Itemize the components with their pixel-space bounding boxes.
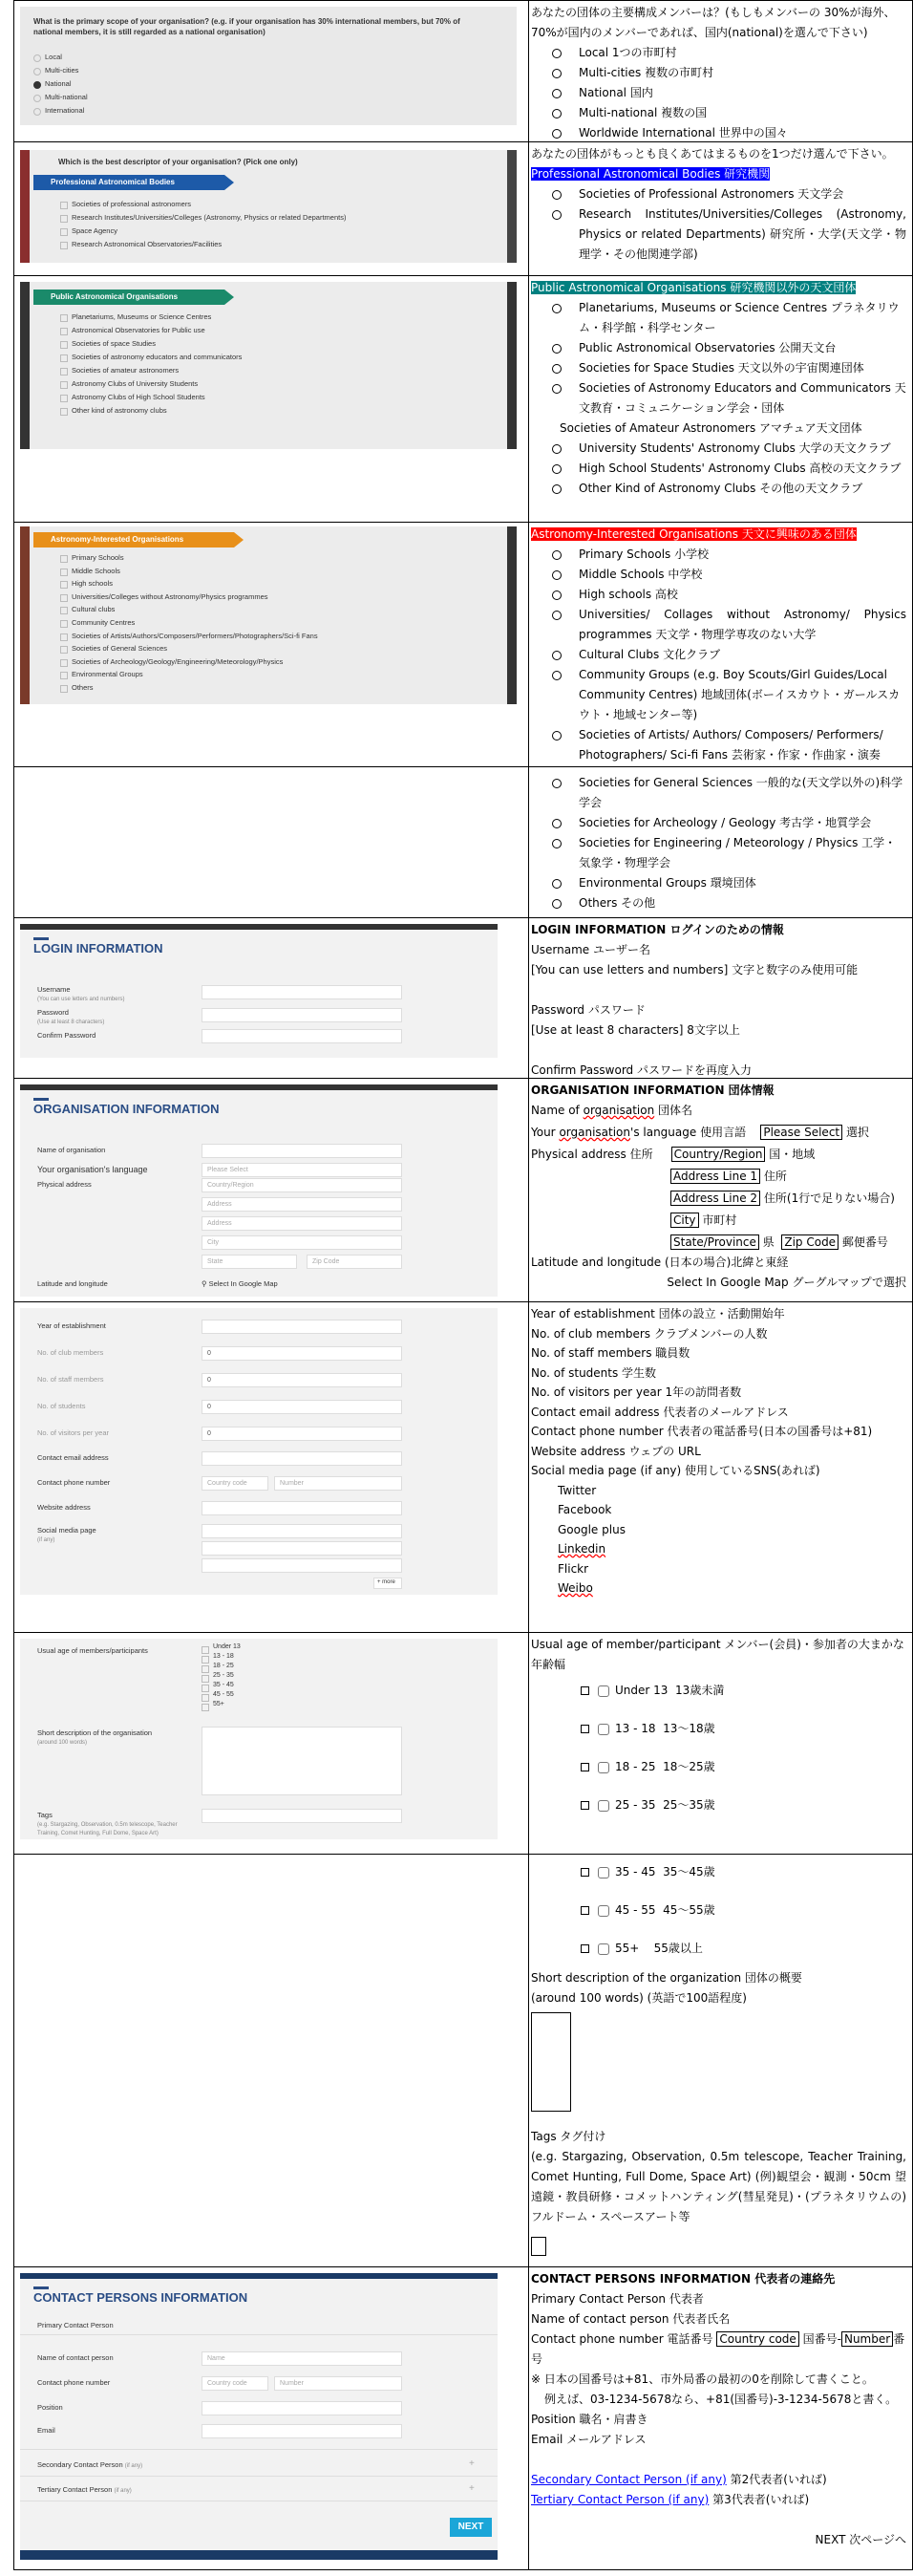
descriptor-options — [60, 198, 346, 251]
login-form — [20, 924, 498, 1058]
public-orgs-screenshot — [20, 282, 517, 449]
org-language-select[interactable]: Please Select — [202, 1163, 402, 1177]
interested-org-note-item: Cultural Clubs 文化クラブ — [531, 645, 906, 665]
interested-org-note-item: Universities/ Collages without Astronomy/ Physics programmes 天文学・物理学専攻のない大学 — [531, 605, 906, 645]
age-note: 45 - 55 45～55歳 — [531, 1900, 906, 1921]
descriptor-option[interactable]: Research Astronomical Observatories/Facilities — [60, 238, 346, 251]
desc-box-sample — [531, 2012, 571, 2112]
desc-note-hint: (around 100 words) (英語で100語程度) — [531, 1991, 747, 2005]
contact-form — [20, 2273, 498, 2560]
expand-tertiary-icon[interactable]: + — [469, 2483, 475, 2494]
login-note-username-hint: [You can use letters and numbers] 文字と数字のみ使用可能 — [531, 963, 859, 977]
contact-note-2: 例えば、03-1234-5678なら、+81(国番号)-3-1234-5678と書く。 — [544, 2393, 898, 2406]
public-orgs-ribbon: Public Astronomical Organisations — [33, 290, 224, 305]
secondary-contact-toggle[interactable]: Secondary Contact Person (if any) — [37, 2460, 143, 2469]
social-label: Social media page (if any) — [37, 1526, 96, 1543]
interested-org-option[interactable]: Societies of Archeology/Geology/Engineering/Meteorology/Physics — [60, 655, 318, 669]
scope-notes — [531, 3, 906, 141]
address-line-2[interactable]: Address — [202, 1216, 402, 1231]
select-google-map-button[interactable]: ⚲ Select In Google Map — [202, 1279, 278, 1288]
contact-note-1: ※ 日本の国番号は+81、市外局番の最初の0を削除して書くこと。 — [531, 2372, 874, 2386]
ages-form — [20, 1639, 498, 1839]
interested-orgs-screenshot — [20, 526, 517, 704]
interested-org-option[interactable]: Middle Schools — [60, 565, 318, 578]
next-page-note: NEXT 次ページへ — [815, 2533, 906, 2546]
social-input-1[interactable] — [202, 1524, 402, 1538]
organisation-title: ORGANISATION INFORMATION — [33, 1102, 220, 1116]
contact-note-name: Name of contact person 代表者氏名 — [531, 2312, 731, 2326]
scope-note-item: National 国内 — [531, 83, 906, 103]
website-input[interactable] — [202, 1501, 402, 1515]
contact-note-primary: Primary Contact Person 代表者 — [531, 2292, 704, 2306]
public-org-option[interactable]: Societies of space Studies — [60, 337, 242, 351]
age-note: Under 13 13歳未満 — [531, 1681, 906, 1701]
details-note: Website address ウェブの URL — [531, 1444, 701, 1458]
tags-label: Tags (e.g. Stargazing, Observation, 0.5m telescope, Teacher Training, Comet Hunting, Full Dome, Space Art) — [37, 1811, 178, 1836]
interested-orgs-notes-heading: Astronomy-Interested Organisations 天文に興味のある団体 — [531, 527, 857, 541]
login-note-password-hint: [Use at least 8 characters] 8文字以上 — [531, 1023, 740, 1037]
zip-input[interactable]: Zip Code — [307, 1255, 402, 1269]
sns-weibo: Weibo — [558, 1581, 593, 1595]
please-select-box: Please Select — [760, 1125, 842, 1140]
interested-orgs-ribbon: Astronomy-Interested Organisations — [33, 532, 234, 547]
interested-org-option[interactable]: High schools — [60, 577, 318, 590]
sns-flickr: Flickr — [558, 1561, 589, 1576]
age-option[interactable]: 13 - 18 — [202, 1652, 241, 1662]
scope-option[interactable]: Multi-national — [33, 91, 88, 104]
continued-note-item: Others その他 — [531, 893, 906, 913]
age-option[interactable]: Under 13 — [202, 1642, 241, 1652]
country-code-input[interactable]: Country code — [202, 1476, 268, 1491]
details-note: No. of staff members 職員数 — [531, 1346, 690, 1360]
interested-org-option[interactable]: Cultural clubs — [60, 603, 318, 616]
descriptor-note-item: Societies of Professional Astronomers 天文学会 — [531, 184, 906, 204]
row-details — [13, 1301, 913, 1632]
staff-select[interactable]: 0 — [202, 1373, 402, 1387]
row-ages — [13, 1632, 913, 1854]
details-note: No. of visitors per year 1年の訪問者数 — [531, 1385, 742, 1399]
students-label: No. of students — [37, 1402, 86, 1410]
row-ages-continued — [13, 1854, 913, 2266]
interested-org-option[interactable]: Universities/Colleges without Astronomy/Physics programmes — [60, 590, 318, 604]
latlong-label: Latitude and longitude — [37, 1279, 108, 1288]
tertiary-contact-link[interactable]: Tertiary Contact Person (if any) — [531, 2493, 710, 2506]
contact-email-label: Email — [37, 2426, 55, 2435]
login-note-username: Username ユーザー名 — [531, 943, 650, 956]
scope-options — [33, 51, 88, 118]
scope-notes-intro: あなたの団体の主要構成メンバーは？(もしもメンバーの 30%が海外、70%が国内のメンバーであれば、国内(national)を選んで下さい) — [531, 6, 896, 39]
interested-org-note-item: Community Groups (e.g. Boy Scouts/Girl Guides/Local Community Centres) 地域団体(ボーイスカウト・ガールスカウト・地域センター等) — [531, 665, 906, 725]
continued-note-item: Societies for Archeology / Geology 考古学・地質学会 — [531, 813, 906, 833]
desc-label: Short description of the organisation (around 100 words) — [37, 1728, 153, 1746]
sns-linkedin: Linkedin — [558, 1542, 606, 1556]
members-label: No. of club members — [37, 1348, 104, 1357]
descriptor-note-item: Research Institutes/Universities/Colleges (Astronomy, Physics or related Departments) 研究所・大学(天文学・物理学・その他関連学部) — [531, 204, 906, 265]
interested-org-note-item: High schools 高校 — [531, 585, 906, 605]
contact-note-position: Position 職名・肩書き — [531, 2413, 648, 2426]
public-org-option[interactable]: Societies of amateur astronomers — [60, 364, 242, 377]
descriptor-screenshot — [20, 150, 517, 263]
public-org-option[interactable]: Other kind of astronomy clubs — [60, 404, 242, 418]
visitors-select[interactable]: 0 — [202, 1427, 402, 1441]
details-note: No. of club members クラブメンバーの人数 — [531, 1326, 768, 1341]
interested-org-note-item: Primary Schools 小学校 — [531, 545, 906, 565]
org-address-label: Physical address — [37, 1180, 92, 1189]
organisation-form — [20, 1084, 498, 1297]
continued-note-item: Environmental Groups 環境団体 — [531, 873, 906, 893]
age-note: 18 - 25 18～25歳 — [531, 1757, 906, 1777]
row-descriptor — [13, 141, 913, 275]
org-language-label: Your organisation's language — [37, 1165, 148, 1174]
interested-org-note-item: Societies of Artists/ Authors/ Composers/ Performers/ Photographers/ Sci-fi Fans 芸術家・作家・作曲家・演奏 — [531, 725, 906, 765]
details-note: Year of establishment 団体の設立・活動開始年 — [531, 1307, 785, 1320]
social-input-3[interactable] — [202, 1558, 402, 1573]
continued-note-item: Societies for General Sciences 一般的な(天文学以外の)科学学会 — [531, 773, 906, 813]
public-org-note-item: Societies for Space Studies 天文以外の宇宙関連団体 — [531, 358, 906, 378]
public-org-note-item: High School Students' Astronomy Clubs 高校の天文クラブ — [531, 459, 906, 479]
interested-org-option[interactable]: Community Centres — [60, 616, 318, 630]
descriptor-notes-intro: あなたの団体がもっとも良くあてはまるものを1つだけ選んで下さい。 — [531, 147, 894, 161]
position-input[interactable] — [202, 2401, 402, 2415]
staff-label: No. of staff members — [37, 1375, 104, 1384]
ages-notes-heading: Usual age of member/participant メンバー(会員)・参加者の大まかな年齢幅 — [531, 1638, 904, 1671]
public-org-note-item: Societies of Astronomy Educators and Communicators 天文教育・コミュニケーション学会・団体 — [531, 378, 906, 419]
password-input[interactable] — [202, 1008, 402, 1022]
year-input[interactable] — [202, 1320, 402, 1334]
interested-orgs-options — [60, 551, 318, 695]
website-label: Website address — [37, 1503, 91, 1512]
login-title: LOGIN INFORMATION — [33, 941, 163, 955]
contact-country-code[interactable]: Country code — [202, 2376, 268, 2391]
age-option[interactable]: 35 - 45 — [202, 1681, 241, 1690]
interested-org-option[interactable]: Primary Schools — [60, 551, 318, 565]
public-org-note-amateur: Societies of Amateur Astronomers アマチュア天文団体 — [560, 421, 862, 435]
public-org-option[interactable]: Astronomical Observatories for Public use — [60, 324, 242, 337]
age-option[interactable]: 25 - 35 — [202, 1671, 241, 1681]
descriptor-option[interactable]: Societies of professional astronomers — [60, 198, 346, 211]
visitors-label: No. of visitors per year — [37, 1428, 110, 1437]
row-scope — [13, 0, 913, 141]
age-note: 25 - 35 25～35歳 — [531, 1795, 906, 1815]
login-notes-heading: LOGIN INFORMATION ログインのための情報 — [531, 923, 784, 936]
desc-note: Short description of the organization 団体の概要 — [531, 1971, 802, 1985]
primary-contact-heading: Primary Contact Person — [37, 2321, 114, 2329]
public-orgs-options — [60, 311, 242, 418]
scope-screenshot-cell — [14, 1, 528, 141]
scope-note-item: Multi-cities 複数の市町村 — [531, 63, 906, 83]
contact-email-input[interactable] — [202, 2424, 402, 2438]
age-option[interactable]: 18 - 25 — [202, 1662, 241, 1671]
public-orgs-notes-heading: Public Astronomical Organisations 研究機関以外の天文団体 — [531, 281, 857, 294]
country-region-box: Country/Region — [671, 1147, 766, 1162]
sns-twitter: Twitter — [558, 1483, 597, 1497]
scope-option[interactable]: International — [33, 104, 88, 118]
continued-note-item: Societies for Engineering / Meteorology / Physics 工学・気象学・物理学会 — [531, 833, 906, 873]
row-login — [13, 917, 913, 1078]
email-label: Contact email address — [37, 1453, 109, 1462]
username-label: Username (You can use letters and numbers) — [37, 985, 125, 1002]
phone-number-input[interactable]: Number — [274, 1476, 402, 1491]
password-label: Password (Use at least 8 characters) — [37, 1008, 105, 1025]
scope-question: What is the primary scope of your organisation? (e.g. if your organisation has 30% international members, but 70% of national members, it is still regarded as a national organisation) — [33, 17, 460, 36]
org-name-input[interactable] — [202, 1144, 402, 1158]
details-note: No. of students 学生数 — [531, 1365, 657, 1380]
age-option[interactable]: 45 - 55 — [202, 1690, 241, 1700]
contact-name-input[interactable]: Name — [202, 2351, 402, 2366]
descriptor-question: Which is the best descriptor of your organisation? (Pick one only) — [58, 158, 298, 166]
students-select[interactable]: 0 — [202, 1400, 402, 1414]
row-continued — [13, 766, 913, 917]
contact-number[interactable]: Number — [274, 2376, 402, 2391]
contact-title: CONTACT PERSONS INFORMATION — [33, 2290, 248, 2305]
row-contact: CONTACT PERSONS INFORMATION Primary Contact Person Name of contact person Name Contact phone number Country code Number Position Email Secondary Contact Person (if any) + Tertiary Contact Person (if any) + NEXT CONTACT PERSONS INFORMATION 代表者の連絡先 Primary Contact Person 代表者 Name of contact person 代表者氏名 Contact phone number 電話番号 Country code 国番号- Number 番号 ※ 日本の国番号は+81、市外局番の最初の0を削除して書くこと。 例えば、03-1234-5678なら、+81(国番号)-3-1234-5678と書く。 Position 職名・肩書き Email メールアドレス Secondary Contact Person (if any) 第2代表者(いれば) Tertiary Contact Person (if any) 第3代表者(いれば) NEXT 次ページへ — [13, 2266, 913, 2570]
scope-note-item: Worldwide International 世界中の国々 — [531, 123, 906, 143]
next-button[interactable]: NEXT — [450, 2518, 492, 2537]
more-button[interactable]: + more — [373, 1578, 402, 1589]
tags-note-hint: (e.g. Stargazing, Observation, 0.5m telescope, Teacher Training, Comet Hunting, Full Dome, Space Art) (例)観望会・観測・50cm 望遠鏡・教員研修・コメットハンティング(彗星発見)・(プラネタリウムの)フルドーム・スペースアート等 — [531, 2150, 906, 2223]
contact-note-email: Email メールアドレス — [531, 2433, 647, 2446]
descriptor-option[interactable]: Research Institutes/Universities/Colleges (Astronomy, Physics or related Departments) — [60, 211, 346, 225]
tertiary-contact-toggle[interactable]: Tertiary Contact Person (if any) — [37, 2485, 132, 2494]
confirm-password-input[interactable] — [202, 1029, 402, 1043]
social-input-2[interactable] — [202, 1541, 402, 1556]
ages-label: Usual age of members/participants — [37, 1646, 148, 1655]
interested-org-note-item: Middle Schools 中学校 — [531, 565, 906, 585]
descriptor-option[interactable]: Space Agency — [60, 225, 346, 238]
tags-note: Tags タグ付け — [531, 2130, 606, 2143]
age-note: 55+ 55歳以上 — [531, 1939, 906, 1959]
details-note: Social media page (if any) 使用しているSNS(あれば) — [531, 1464, 820, 1477]
expand-secondary-icon[interactable]: + — [469, 2458, 475, 2469]
details-note: Contact phone number 代表者の電話番号(日本の国番号は+81) — [531, 1425, 873, 1438]
details-note: Contact email address 代表者のメールアドレス — [531, 1405, 789, 1419]
address-line-1[interactable]: Address — [202, 1197, 402, 1212]
public-org-note-item: University Students' Astronomy Clubs 大学の天文クラブ — [531, 439, 906, 459]
interested-org-option[interactable]: Societies of General Sciences — [60, 642, 318, 655]
phone-label: Contact phone number — [37, 1478, 111, 1487]
public-org-option[interactable]: Societies of astronomy educators and communicators — [60, 351, 242, 364]
scope-note-item: Local 1つの市町村 — [531, 43, 906, 63]
scope-note-item: Multi-national 複数の国 — [531, 103, 906, 123]
row-public-orgs — [13, 275, 913, 522]
scope-option[interactable]: Local — [33, 51, 88, 64]
org-name-label: Name of organisation — [37, 1146, 106, 1154]
tags-input[interactable] — [202, 1809, 402, 1823]
secondary-contact-link[interactable]: Secondary Contact Person (if any) — [531, 2473, 727, 2486]
map-note: Select In Google Map グーグルマップで選択 — [667, 1276, 906, 1289]
year-label: Year of establishment — [37, 1321, 106, 1330]
description-textarea[interactable] — [202, 1727, 402, 1795]
interested-org-option[interactable]: Others — [60, 681, 318, 695]
age-options — [202, 1642, 241, 1709]
login-note-password: Password パスワード — [531, 1003, 646, 1017]
public-org-note-item: Other Kind of Astronomy Clubs その他の天文クラブ — [531, 479, 906, 499]
age-note: 35 - 45 35～45歳 — [531, 1862, 906, 1882]
pin-icon: ⚲ — [202, 1279, 209, 1288]
row-interested-orgs — [13, 522, 913, 766]
sns-facebook: Facebook — [558, 1503, 612, 1516]
interested-org-option[interactable]: Societies of Artists/Authors/Composers/Performers/Photographers/Sci-fi Fans — [60, 630, 318, 643]
public-org-option[interactable]: Astronomy Clubs of High School Students — [60, 391, 242, 404]
professional-bodies-ribbon: Professional Astronomical Bodies — [33, 175, 224, 190]
confirm-password-label: Confirm Password — [37, 1031, 96, 1040]
contact-notes-heading: CONTACT PERSONS INFORMATION 代表者の連絡先 — [531, 2272, 836, 2286]
public-org-note-item: Planetariums, Museums or Science Centres プラネタリウム・科学館・科学センター — [531, 298, 906, 338]
age-option[interactable]: 55+ — [202, 1700, 241, 1709]
scope-screenshot — [20, 7, 517, 125]
row-organisation: ORGANISATION INFORMATION Name of organisation Your organisation's language Please Select Physical address Country/Region Address Address City State Zip Code Latitude and longitude ⚲ Select In Google Map ORGANISATION INFORMATION 団体情報 Name of organisation 団体名 Your organisation's language 使用言語 Please Select 選択 Physical address 住所 Country/Region 国・地域 Address Line 1 住所 Address Line 2 住所(1行で足りない場合) City 市町村 State/Province 県 Zip Code 郵便番号 Latitude and longitude (日本の場合)北緯と東経 Select In Google Map グーグルマップで選択 — [13, 1078, 913, 1301]
public-org-note-item: Public Astronomical Observatories 公開天文台 — [531, 338, 906, 358]
org-notes-heading: ORGANISATION INFORMATION 団体情報 — [531, 1084, 775, 1097]
sns-google-plus: Google plus — [558, 1522, 626, 1536]
members-select[interactable]: 0 — [202, 1346, 402, 1361]
public-org-option[interactable]: Planetariums, Museums or Science Centres — [60, 311, 242, 324]
email-input[interactable] — [202, 1451, 402, 1466]
city-input[interactable]: City — [202, 1235, 402, 1250]
country-select[interactable]: Country/Region — [202, 1178, 402, 1192]
scope-option-selected[interactable]: National — [33, 77, 88, 91]
age-note: 13 - 18 13～18歳 — [531, 1719, 906, 1739]
details-form — [20, 1308, 498, 1595]
scope-option[interactable]: Multi-cities — [33, 64, 88, 77]
contact-name-label: Name of contact person — [37, 2353, 114, 2362]
descriptor-notes-heading: Professional Astronomical Bodies 研究機関 — [531, 167, 771, 181]
username-input[interactable] — [202, 985, 402, 999]
interested-org-option[interactable]: Environmental Groups — [60, 668, 318, 681]
tags-box-sample — [531, 2237, 546, 2256]
position-label: Position — [37, 2403, 63, 2412]
state-input[interactable]: State — [202, 1255, 297, 1269]
public-org-option[interactable]: Astronomy Clubs of University Students — [60, 377, 242, 391]
login-note-confirm: Confirm Password パスワードを再度入力 — [531, 1063, 752, 1077]
latlong-note: Latitude and longitude (日本の場合)北緯と東経 — [531, 1256, 789, 1269]
contact-phone-label: Contact phone number — [37, 2378, 111, 2387]
